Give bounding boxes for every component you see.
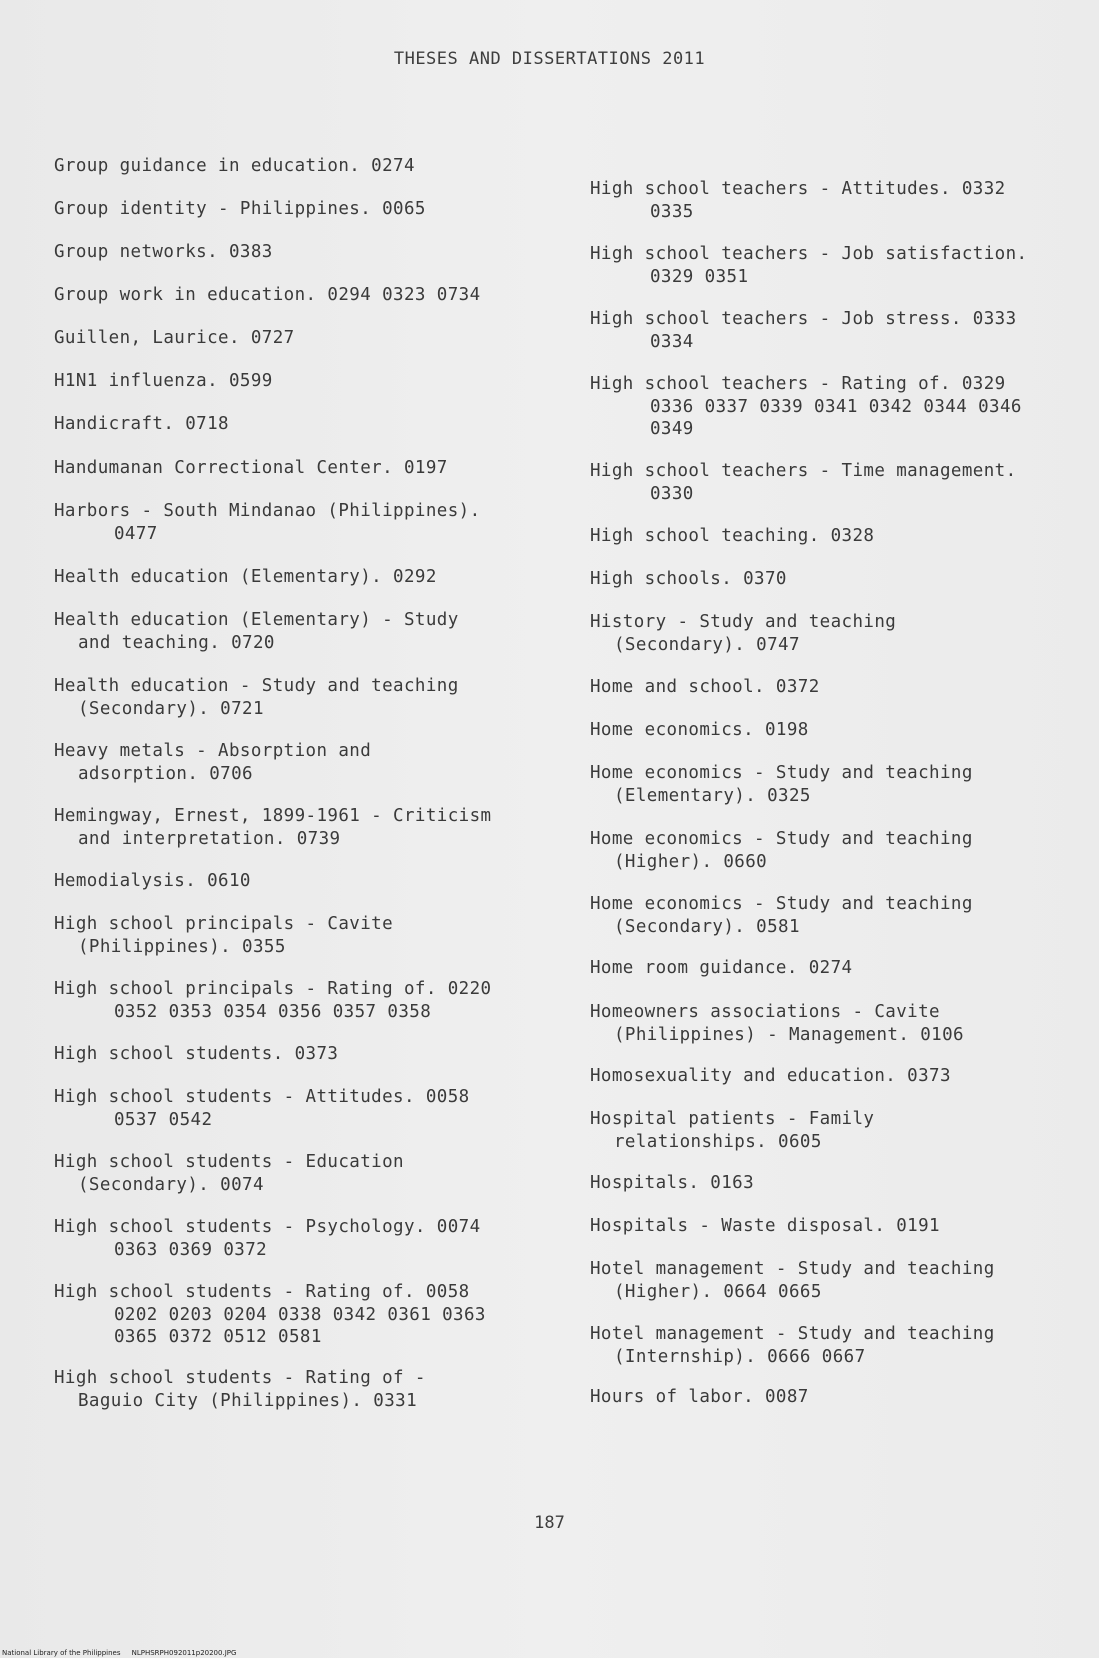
entry-continuation: (Higher). 0664 0665: [614, 1281, 822, 1302]
index-entry: [54, 675, 554, 720]
entry-heading: High school students. 0373: [54, 1044, 339, 1064]
entry-continuation: (Philippines). 0355: [78, 936, 286, 957]
entry-heading: Hospitals. 0163: [590, 1173, 755, 1193]
index-entry: [590, 1258, 1090, 1303]
index-entry: [54, 913, 554, 958]
entry-heading: Guillen, Laurice. 0727: [54, 328, 295, 348]
entry-heading: Home economics - Study and teaching: [590, 894, 973, 914]
entry-continuation: 0349: [650, 419, 694, 439]
entry-heading: High school teachers - Attitudes. 0332: [590, 179, 1006, 199]
index-entry: [590, 525, 1090, 548]
index-entry: [590, 1386, 1090, 1409]
index-entry: [54, 1281, 554, 1349]
entry-heading: Home and school. 0372: [590, 677, 820, 697]
entry-heading: High school teachers - Job stress. 0333: [590, 309, 1017, 329]
entry-heading: Group identity - Philippines. 0065: [54, 199, 426, 219]
entry-heading: Hours of labor. 0087: [590, 1387, 809, 1407]
index-entry: [54, 1086, 554, 1131]
entry-continuation: 0202 0203 0204 0338 0342 0361 0363: [114, 1304, 486, 1325]
entry-continuation: relationships. 0605: [614, 1131, 822, 1152]
index-entry: [590, 957, 1090, 980]
index-entry: [590, 893, 1090, 938]
index-entry: [590, 1172, 1090, 1195]
entry-heading: Hospitals - Waste disposal. 0191: [590, 1216, 940, 1236]
entry-continuation: (Philippines) - Management. 0106: [614, 1024, 964, 1045]
index-entry: [590, 611, 1090, 656]
entry-heading: High school teaching. 0328: [590, 526, 875, 546]
entry-heading: Health education (Elementary). 0292: [54, 567, 437, 587]
index-entry: [54, 978, 554, 1023]
entry-heading: History - Study and teaching: [590, 612, 897, 632]
index-entry: [54, 740, 554, 785]
index-entry: [590, 568, 1090, 591]
index-entry: [590, 719, 1090, 742]
entry-heading: H1N1 influenza. 0599: [54, 371, 273, 391]
entry-heading: Group networks. 0383: [54, 242, 273, 262]
entry-continuation: (Secondary). 0747: [614, 634, 800, 655]
entry-heading: High school students - Attitudes. 0058: [54, 1087, 470, 1107]
index-entry: [54, 370, 554, 393]
entry-continuation: 0329 0351: [650, 266, 749, 287]
entry-heading: Homosexuality and education. 0373: [590, 1066, 951, 1086]
index-entry: [54, 284, 554, 307]
entry-heading: Health education (Elementary) - Study: [54, 610, 459, 630]
entry-heading: High school students - Education: [54, 1152, 404, 1172]
entry-continuation: and teaching. 0720: [78, 632, 275, 653]
entry-heading: Hotel management - Study and teaching: [590, 1324, 995, 1344]
entry-continuation: (Secondary). 0721: [78, 698, 264, 719]
entry-heading: Group guidance in education. 0274: [54, 156, 415, 176]
index-entry: [590, 460, 1090, 505]
entry-continuation: 0336 0337 0339 0341 0342 0344 0346: [650, 396, 1022, 417]
index-entry: [590, 308, 1090, 353]
entry-continuation: 0365 0372 0512 0581: [114, 1327, 322, 1347]
entry-heading: High school teachers - Rating of. 0329: [590, 374, 1006, 394]
page-header: THESES AND DISSERTATIONS 2011: [393, 49, 706, 69]
entry-heading: Hemodialysis. 0610: [54, 871, 251, 891]
entry-heading: Hemingway, Ernest, 1899-1961 - Criticism: [54, 806, 492, 826]
index-entry: [590, 1108, 1090, 1153]
entry-continuation: 0477: [114, 523, 158, 544]
entry-continuation: (Secondary). 0074: [78, 1174, 264, 1195]
index-entry: [54, 241, 554, 264]
entry-heading: High school students - Psychology. 0074: [54, 1217, 481, 1237]
entry-continuation: Baguio City (Philippines). 0331: [78, 1390, 418, 1411]
entry-continuation: (Internship). 0666 0667: [614, 1346, 866, 1367]
index-entry: [590, 1215, 1090, 1238]
entry-continuation: (Higher). 0660: [614, 851, 768, 872]
entry-continuation: 0363 0369 0372: [114, 1239, 268, 1260]
index-entry: [54, 870, 554, 893]
entry-continuation: 0335: [650, 201, 694, 222]
entry-heading: High school teachers - Time management.: [590, 461, 1017, 481]
page-number: 187: [534, 1513, 565, 1533]
entry-heading: Group work in education. 0294 0323 0734: [54, 285, 481, 305]
entry-heading: High school students - Rating of. 0058: [54, 1282, 470, 1302]
entry-heading: Homeowners associations - Cavite: [590, 1002, 940, 1022]
index-entry: [54, 1043, 554, 1066]
index-entry: [54, 566, 554, 589]
index-entry: [590, 1065, 1090, 1088]
entry-heading: Handicraft. 0718: [54, 414, 229, 434]
index-entry: [54, 609, 554, 654]
entry-heading: Home economics - Study and teaching: [590, 829, 973, 849]
scan-footer: National Library of the Philippines NLPHSRPH092011p20200.JPG: [2, 1649, 237, 1657]
index-entry: [54, 413, 554, 436]
index-entry: [590, 828, 1090, 873]
index-entry: [590, 178, 1090, 223]
index-entry: [590, 1323, 1090, 1368]
entry-heading: High school teachers - Job satisfaction.: [590, 244, 1028, 264]
index-entry: [54, 1216, 554, 1261]
entry-continuation: and interpretation. 0739: [78, 828, 341, 849]
entry-heading: Hotel management - Study and teaching: [590, 1259, 995, 1279]
index-entry: [590, 373, 1090, 441]
entry-heading: Handumanan Correctional Center. 0197: [54, 458, 448, 478]
index-entry: [54, 155, 554, 178]
entry-heading: Harbors - South Mindanao (Philippines).: [54, 501, 481, 521]
entry-heading: High school principals - Rating of. 0220: [54, 979, 492, 999]
index-entry: [54, 198, 554, 221]
entry-heading: Home economics - Study and teaching: [590, 763, 973, 783]
index-entry: [54, 457, 554, 480]
entry-continuation: 0352 0353 0354 0356 0357 0358: [114, 1001, 432, 1022]
index-entry: [590, 676, 1090, 699]
entry-continuation: (Elementary). 0325: [614, 785, 811, 806]
index-entry: [54, 500, 554, 545]
entry-heading: High schools. 0370: [590, 569, 787, 589]
entry-continuation: (Secondary). 0581: [614, 916, 800, 937]
entry-heading: Home room guidance. 0274: [590, 958, 853, 978]
index-entry: [54, 327, 554, 350]
entry-heading: Heavy metals - Absorption and: [54, 741, 372, 761]
entry-continuation: 0334: [650, 331, 694, 352]
index-entry: [54, 805, 554, 850]
entry-heading: Health education - Study and teaching: [54, 676, 459, 696]
entry-continuation: 0330: [650, 483, 694, 504]
entry-heading: High school principals - Cavite: [54, 914, 394, 934]
index-entry: [54, 1151, 554, 1196]
entry-heading: Home economics. 0198: [590, 720, 809, 740]
index-entry: [590, 243, 1090, 288]
entry-continuation: 0537 0542: [114, 1109, 213, 1130]
entry-heading: High school students - Rating of -: [54, 1368, 426, 1388]
index-entry: [590, 762, 1090, 807]
entry-heading: Hospital patients - Family: [590, 1109, 875, 1129]
entry-continuation: adsorption. 0706: [78, 763, 253, 784]
index-entry: [54, 1367, 554, 1412]
index-entry: [590, 1001, 1090, 1046]
